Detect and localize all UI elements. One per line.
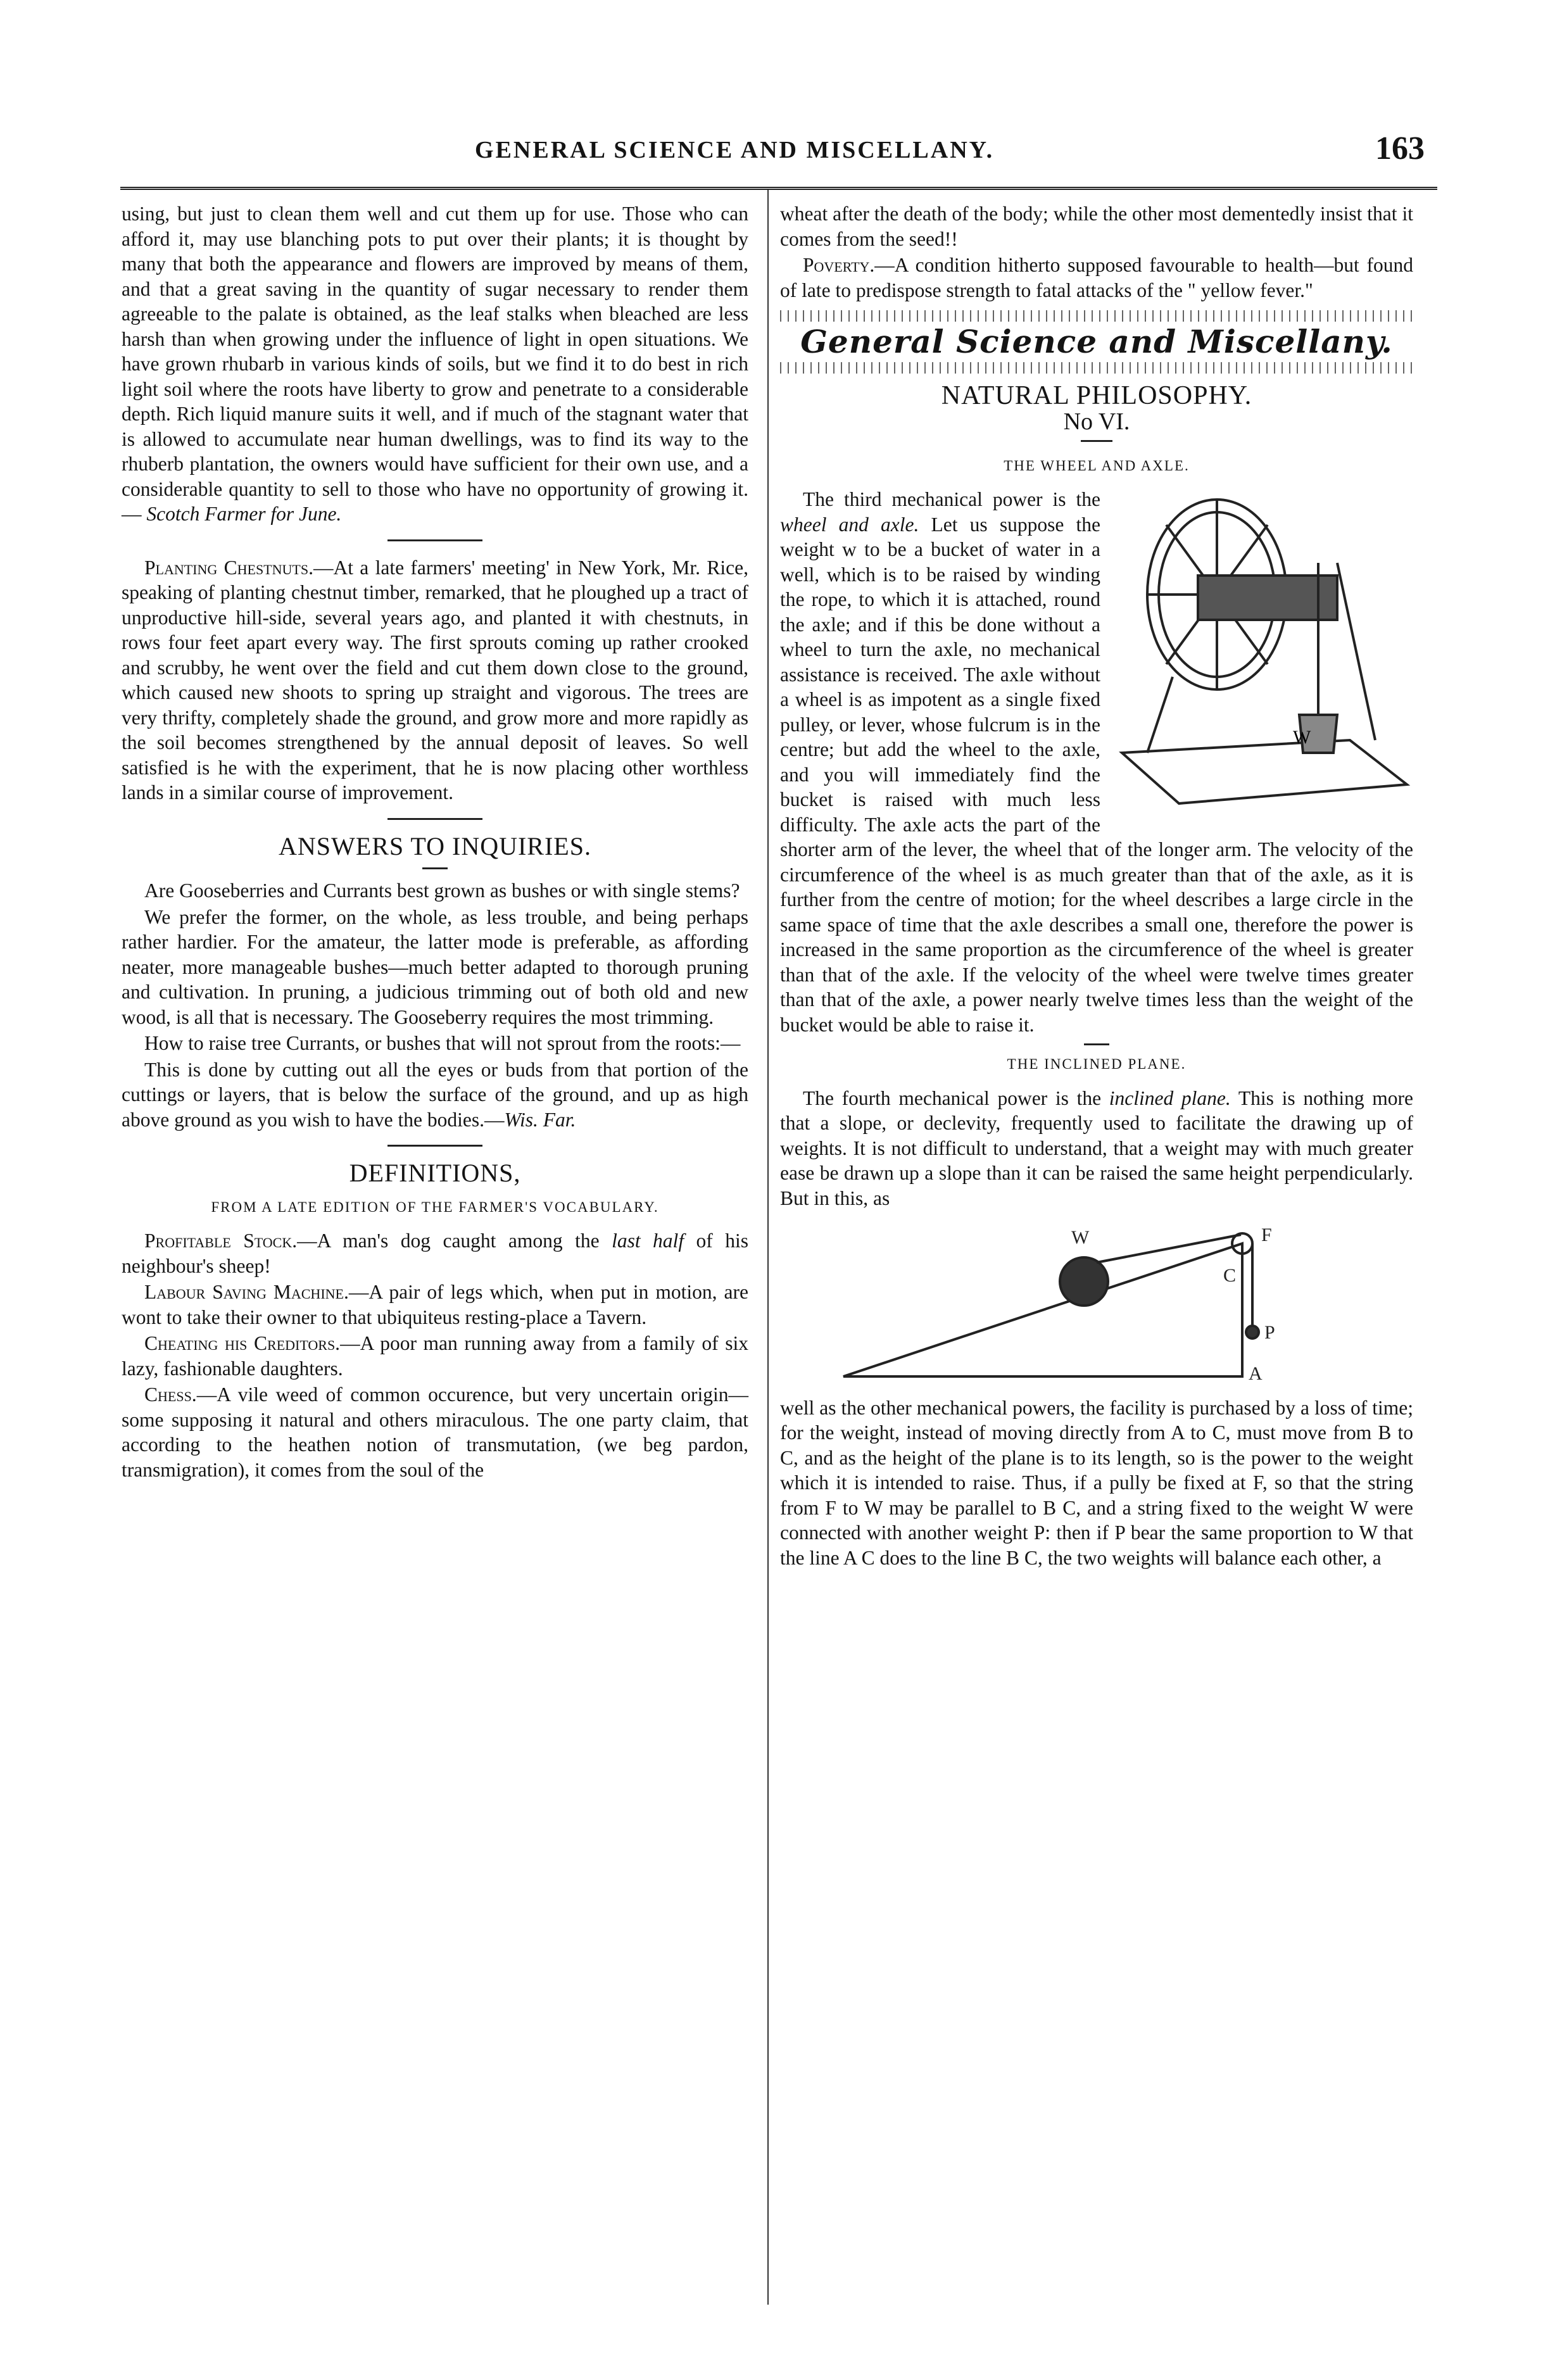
divider — [422, 867, 448, 869]
definitions-subheading: FROM A LATE EDITION OF THE FARMER'S VOCABULARY. — [211, 1199, 659, 1215]
running-header — [120, 130, 1450, 174]
inclined-plane-paragraph-2: well as the other mechanical powers, the facility is purchased by a loss of time; for the weight, instead of moving directly from A to C, must move from B to C, and as the height of the plane is to its length, so is the power to the weight which it is intended to raise. Thus, if a pully be fixed at F, so that the string from F to W may be parallel to B C, and a string fixed to the weight W were connected with another weight P: then if P bear the same proportion to W that the line A C does to the line B C, the two weights will balance each other, a — [780, 1396, 1413, 1569]
answers-heading: ANSWERS TO INQUIRIES. — [279, 831, 591, 860]
figure-label-w: W — [1293, 727, 1311, 748]
answer-1: We prefer the former, on the whole, as less trouble, and being perhaps rather hardier. For the amateur, the latter mode is preferable, as affording neater, more manageable bushes—much better adapted to thorough pruning and cultivation. In pruning, a judicious trimming out of both old and new wood, is all that is necessary. The Gooseberry requires the most trimming. — [122, 905, 748, 1028]
definition-labour-saving: Labour Saving Machine.—A pair of legs which, when put in motion, are wont to take their owner to that ubiquiteus resting-place a Tavern. — [122, 1281, 748, 1328]
source-wis-far: Wis. Far. — [504, 1108, 576, 1131]
natural-philosophy-heading: NATURAL PHILOSOPHY. — [941, 381, 1252, 410]
rhubarb-paragraph: using, but just to clean them well and cut them up for use. Those who can afford it, may use blanching pots to put over their plants; it is thought by many that both the appearance and flowers are improved by means of them, and that a great saving in the quantity of sugar necessary to render them agreeable to the palate is obtained, as the leaf stalks when bleached are less harsh than when growing under the influence of light in open situations. We have grown rhubarb in various kinds of soils, but we find it to do best in rich light soil where the roots have liberty to grow and penetrate to a considerable depth. Rich liquid manure suits it well, and if much of the stagnant water that is allowed to accumulate near human dwellings, was to find its way to the rhuberb plantation, the owners would have sufficient for their own use, and a considerable quantity to sell to those who have no opportunity of growing it.— Scotch Farmer for June. — [122, 203, 748, 525]
chess-continuation: wheat after the death of the body; while the other most dementedly insist that it comes from the seed!! — [780, 203, 1413, 250]
inclined-plane-paragraph: The fourth mechanical power is the inclined plane. This is nothing more that a slope, or declevity, frequently used to facilitate the drawing up of weights. It is not difficult to understand, that a weight may with much greater ease be drawn up a slope than it can be raised the same height perpendicularly. But in this, as — [780, 1086, 1414, 1209]
divider — [387, 539, 482, 541]
wheel-axle-heading: THE WHEEL AND AXLE. — [1004, 457, 1190, 474]
divider — [387, 1145, 482, 1147]
running-title: GENERAL SCIENCE AND MISCELLANY. — [475, 137, 995, 163]
column-divider — [767, 190, 769, 2305]
inclined-plane-diagram — [818, 1218, 1299, 1383]
divider — [1084, 1043, 1109, 1045]
source-scotch-farmer: Scotch Farmer for June. — [146, 503, 342, 525]
definition-profitable-stock: Profitable Stock.—A man's dog caught among the last half of his neighbour's sheep! — [122, 1230, 749, 1277]
definitions-heading: DEFINITIONS, — [349, 1159, 521, 1187]
chestnuts-paragraph: Planting Chestnuts.—At a late farmers' meeting' in New York, Mr. Rice, speaking of planting chestnut timber, remarked, that he ploughed up a tract of unproductive hill-side, several years ago, and planted it with chestnuts, in rows four feet apart every way. The first sprouts coming up rather crooked and scrubby, he went over the field and cut them down close to the ground, which caused new shoots to spring up straight and vigorous. The trees are very thrifty, completely shade the ground, and grow more and more rapidly as the soil becomes strengthened by the annual deposit of leaves. So well satisfied is he with the experiment, that he is now placing other worthless lands in a similar course of improvement. — [122, 556, 748, 803]
right-column — [780, 201, 1413, 1571]
answer-2: This is done by cutting out all the eyes or buds from that portion of the cuttings or layers, that is below the surface of the ground, and up as high above ground as you wish to have the bodies.—Wis. Far. — [122, 1058, 748, 1131]
header-rule — [120, 187, 1437, 192]
label-a: A — [1249, 1363, 1263, 1383]
left-column — [122, 201, 748, 1483]
definition-cheating-creditors: Cheating his Creditors.—A poor man running away from a family of six lazy, fashionable daughters. — [122, 1332, 748, 1380]
wheel-and-axle-illustration — [1109, 487, 1413, 816]
wheel-axle-paragraph: W The third mechanical power is the wheel and axle. Let us suppose the weight w to be a bucket of water in a well, which is to be raised by winding the rope, to which it is attached, round the axle; and if this be done without a wheel to turn the axle, no mechanical assistance is received. The axle without a wheel is as impotent as a single fixed pulley, or lever, whose fulcrum is in the centre; but add the wheel to the axle, and you will immediately find the bucket is raised with much less difficulty. The axle acts the part of the shorter arm of the lever, the wheel that of the longer arm. The velocity of the circumference of the wheel is as much greater than that of the axle, as it is further from the centre of motion; for the wheel describes a large circle in the same space of time that the axle describes a small one, therefore the power is increased in the same proportion as the circumference of the wheel is greater than that of the axle. If the velocity of the wheel were twelve times greater than that of the axle, a power nearly twelve times less than the weight of the bucket would be able to raise it. — [780, 488, 1413, 1036]
wavy-rule — [780, 362, 1413, 374]
chestnuts-label: Planting Chestnuts. — [144, 556, 313, 579]
poverty-paragraph: Poverty.—A condition hitherto supposed favourable to health—but found of late to predispose strength to fatal attacks of the " yellow fever." — [780, 254, 1413, 301]
label-c: C — [1223, 1265, 1237, 1286]
question-2: How to raise tree Currants, or bushes that will not sprout from the roots:— — [144, 1032, 741, 1054]
inclined-plane-heading: THE INCLINED PLANE. — [1007, 1056, 1187, 1072]
section-blackletter-title: General Science and Miscellany. — [800, 323, 1393, 360]
question-1: Are Gooseberries and Currants best grown as bushes or with single stems? — [144, 879, 740, 902]
divider — [1081, 440, 1112, 442]
definition-chess: Chess.—A vile weed of common occurence, but very uncertain origin—some supposing it natural and others miraculous. The one party claim, that according to the heathen notion of transmutation, (we beg pardon, transmigration), it comes from the soul of the — [122, 1383, 748, 1481]
label-w: W — [1071, 1227, 1090, 1248]
divider — [387, 818, 482, 820]
label-f: F — [1261, 1225, 1272, 1245]
number-heading: No VI. — [1063, 408, 1130, 435]
label-p: P — [1264, 1322, 1275, 1343]
page-number: 163 — [1375, 130, 1425, 167]
wavy-rule — [780, 310, 1413, 322]
